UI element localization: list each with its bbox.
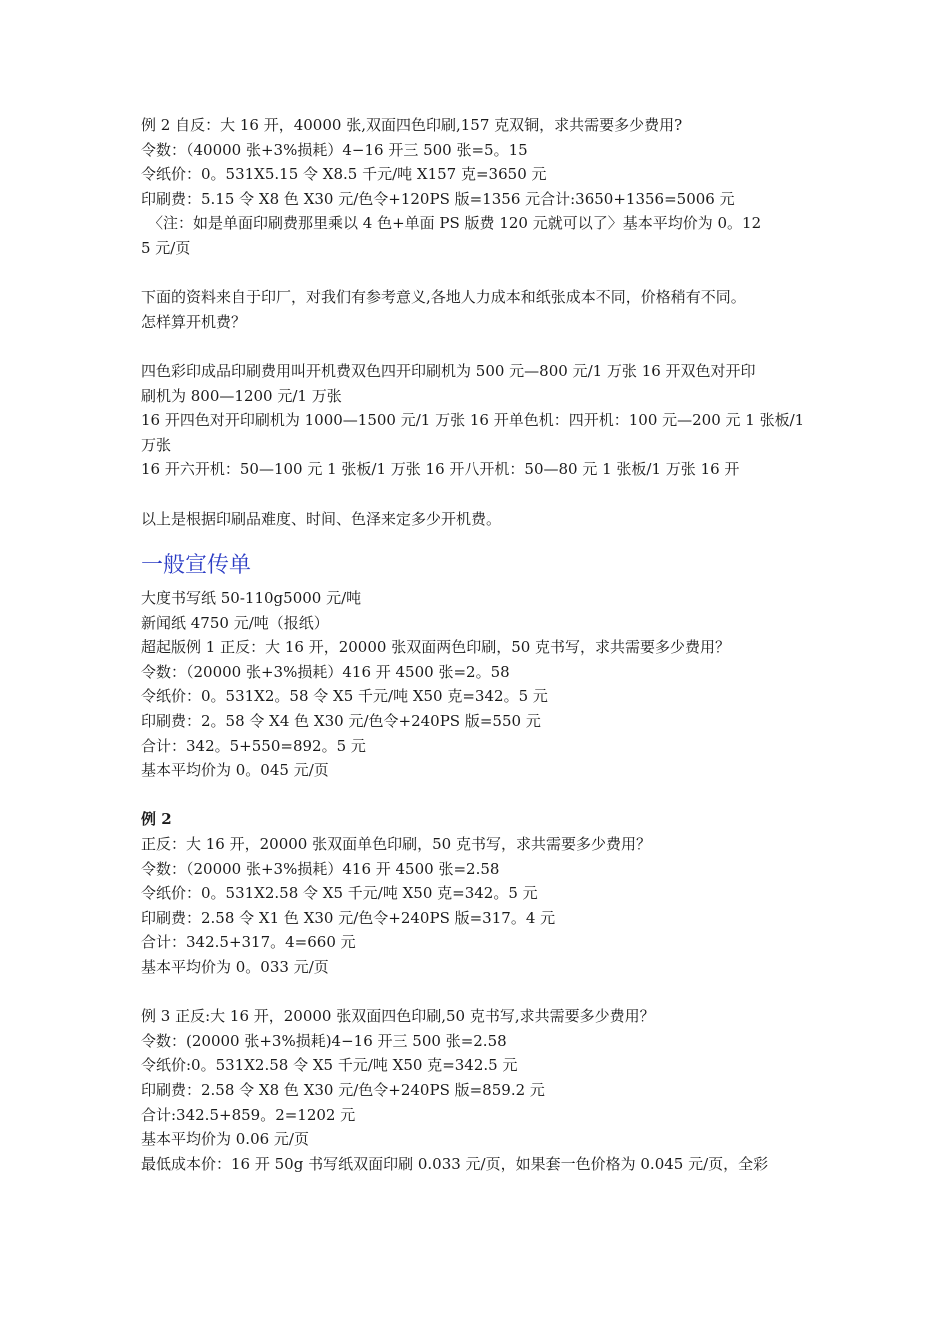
paragraph: 正反：大 16 开，20000 张双面单色印刷，50 克书写，求共需要多少费用？ — [141, 835, 651, 854]
paragraph: 令纸价：0。531X2。58 令 X5 千元/吨 X50 克=342。5 元 — [141, 687, 548, 706]
section-heading: 一般宣传单 — [141, 553, 252, 579]
paragraph: 下面的资料来自于印厂，对我们有参考意义,各地人力成本和纸张成本不同，价格稍有不同。 — [141, 288, 746, 307]
paragraph: 四色彩印成品印刷费用叫开机费双色四开印刷机为 500 元—800 元/1 万张 16 开双色对开印 — [141, 361, 756, 380]
paragraph: 16 开四色对开印刷机为 1000—1500 元/1 万张 16 开单色机：四开机：100 元—200 元 1 张板/1 — [141, 411, 805, 430]
paragraph: 〈注：如是单面印刷费那里乘以 4 色+单面 PS 版费 120 元就可以了〉基本平均价为 0。12 — [148, 214, 762, 233]
paragraph: 例 2 — [141, 810, 172, 829]
paragraph: 怎样算开机费？ — [141, 312, 247, 331]
paragraph: 基本平均价为 0。045 元/页 — [141, 761, 329, 780]
paragraph: 令纸价：0。531X2.58 令 X5 千元/吨 X50 克=342。5 元 — [141, 884, 538, 903]
paragraph: 印刷费：5.15 令 X8 色 X30 元/色令+120PS 版=1356 元合计:3650+1356=5006 元 — [141, 189, 735, 208]
paragraph: 以上是根据印刷品难度、时间、色泽来定多少开机费。 — [141, 509, 502, 528]
paragraph: 合计：342。5+550=892。5 元 — [141, 736, 366, 755]
paragraph: 超起版例 1 正反：大 16 开，20000 张双面两色印刷，50 克书写，求共需要多少费用？ — [141, 638, 731, 657]
paragraph: 基本平均价为 0.06 元/页 — [141, 1130, 309, 1149]
paragraph: 令数：（40000 张+3%损耗）4−16 开三 500 张=5。15 — [141, 140, 528, 159]
paragraph: 令纸价:0。531X2.58 令 X5 千元/吨 X50 克=342.5 元 — [141, 1056, 518, 1075]
paragraph: 例 2 自反：大 16 开，40000 张,双面四色印刷,157 克双铜，求共需要多少费用? — [141, 116, 683, 134]
paragraph: 16 开六开机：50—100 元 1 张板/1 万张 16 开八开机：50—80 元 1 张板/1 万张 16 开 — [141, 460, 740, 479]
paragraph: 5 元/页 — [141, 238, 191, 257]
paragraph: 万张 — [141, 435, 172, 454]
paragraph: 最低成本价：16 开 50g 书写纸双面印刷 0.033 元/页，如果套一色价格为 0.045 元/页，全彩 — [141, 1154, 769, 1173]
paragraph: 合计:342.5+859。2=1202 元 — [141, 1105, 356, 1124]
paragraph: 令纸价：0。531X5.15 令 X8.5 千元/吨 X157 克=3650 元 — [141, 165, 547, 184]
paragraph: 印刷费：2。58 令 X4 色 X30 元/色令+240PS 版=550 元 — [141, 712, 541, 731]
paragraph: 大度书写纸 50-110g5000 元/吨 — [141, 589, 362, 608]
paragraph: 令数：（20000 张+3%损耗）416 开 4500 张=2。58 — [141, 662, 510, 681]
paragraph: 令数：(20000 张+3%损耗)4−16 开三 500 张=2.58 — [141, 1031, 507, 1050]
paragraph: 印刷费：2.58 令 X1 色 X30 元/色令+240PS 版=317。4 元 — [141, 908, 556, 927]
paragraph: 基本平均价为 0。033 元/页 — [141, 958, 329, 976]
paragraph: 例 3 正反:大 16 开，20000 张双面四色印刷,50 克书写,求共需要多少费用？ — [141, 1007, 655, 1026]
paragraph: 刷机为 800—1200 元/1 万张 — [141, 386, 342, 405]
paragraph: 合计：342.5+317。4=660 元 — [141, 933, 356, 952]
paragraph: 新闻纸 4750 元/吨（报纸） — [141, 613, 329, 632]
paragraph: 令数：（20000 张+3%损耗）416 开 4500 张=2.58 — [141, 859, 500, 878]
paragraph: 印刷费：2.58 令 X8 色 X30 元/色令+240PS 版=859.2 元 — [141, 1080, 545, 1099]
document-body — [141, 113, 821, 1176]
